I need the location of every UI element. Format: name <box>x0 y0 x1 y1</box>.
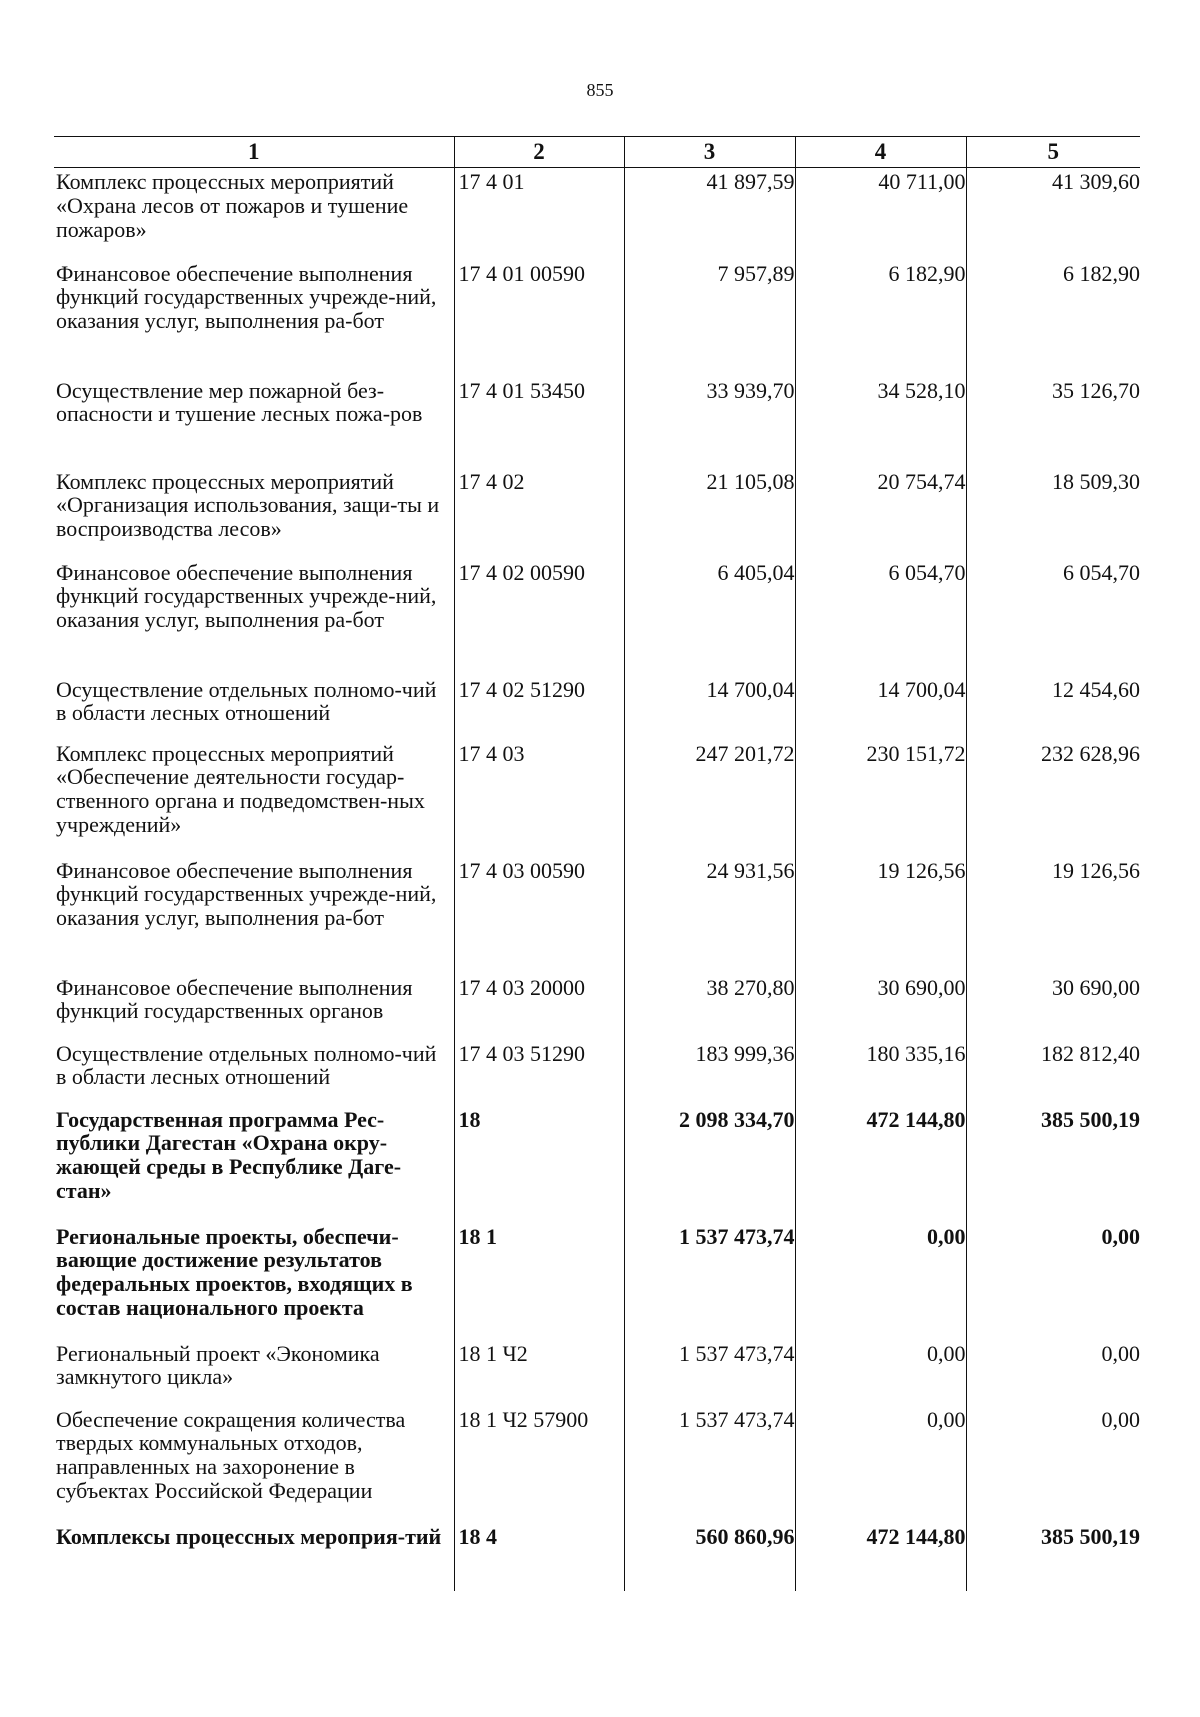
row-name-cell: Региональный проект «Экономика замкнутого цикла» <box>56 1340 380 1390</box>
table-row <box>54 1340 1140 1406</box>
row-value-col4: 30 690,00 <box>795 974 966 1040</box>
budget-table <box>54 136 1140 1591</box>
row-code-cell: 17 4 02 <box>454 468 624 559</box>
table-row <box>54 974 1140 1040</box>
row-code-cell: 17 4 03 51290 <box>454 1040 624 1106</box>
row-value-col4: 0,00 <box>795 1406 966 1523</box>
column-header-4: 4 <box>795 137 966 168</box>
column-header-1: 1 <box>54 137 454 168</box>
row-code-cell: 17 4 03 20000 <box>454 974 624 1040</box>
row-value-col5: 385 500,19 <box>966 1523 1140 1591</box>
column-header-3: 3 <box>624 137 795 168</box>
row-code-cell: 17 4 01 53450 <box>454 377 624 468</box>
row-value-col4: 472 144,80 <box>795 1523 966 1591</box>
row-code-cell: 17 4 02 51290 <box>454 676 624 740</box>
row-value-col5: 0,00 <box>966 1406 1140 1523</box>
row-name-cell: Комплекс процессных мероприятий «Организация использования, защи-ты и воспроизводства лесов» <box>56 468 440 541</box>
row-code-cell: 17 4 03 <box>454 740 624 857</box>
table-row <box>54 168 1140 260</box>
row-value-col4: 0,00 <box>795 1223 966 1340</box>
row-code-cell: 18 <box>454 1106 624 1223</box>
table-header-row <box>54 137 1140 168</box>
row-value-col4: 472 144,80 <box>795 1106 966 1223</box>
row-name-cell: Финансовое обеспечение выполнения функций государственных учрежде-ний, оказания услуг, выполнения ра-бот <box>56 857 437 930</box>
table-row <box>54 1523 1140 1591</box>
row-name-cell: Финансовое обеспечение выполнения функций государственных учрежде-ний, оказания услуг, выполнения ра-бот <box>56 559 437 632</box>
row-value-col3: 33 939,70 <box>624 377 795 468</box>
row-value-col4: 19 126,56 <box>795 857 966 974</box>
row-name-cell: Государственная программа Рес-публики Дагестан «Охрана окру-жающей среды в Республике Даге-стан» <box>56 1106 402 1203</box>
column-header-2: 2 <box>454 137 624 168</box>
row-value-col4: 6 054,70 <box>795 559 966 676</box>
row-value-col4: 14 700,04 <box>795 676 966 740</box>
row-name-cell: Региональные проекты, обеспечи-вающие достижение результатов федеральных проектов, входящих в состав национального проекта <box>56 1223 413 1320</box>
row-name-cell: Комплексы процессных мероприя-тий <box>56 1523 442 1549</box>
row-value-col4: 34 528,10 <box>795 377 966 468</box>
table-row <box>54 1223 1140 1340</box>
row-name-cell: Обеспечение сокращения количества твердых коммунальных отходов, направленных на захоронение в субъектах Российской Федерации <box>56 1406 406 1503</box>
row-value-col3: 6 405,04 <box>624 559 795 676</box>
row-name-cell: Финансовое обеспечение выполнения функций государственных органов <box>56 974 413 1024</box>
row-value-col4: 180 335,16 <box>795 1040 966 1106</box>
row-value-col5: 30 690,00 <box>966 974 1140 1040</box>
row-value-col3: 21 105,08 <box>624 468 795 559</box>
table-row <box>54 559 1140 676</box>
row-value-col5: 6 054,70 <box>966 559 1140 676</box>
row-code-cell: 17 4 01 <box>454 168 624 260</box>
row-value-col4: 0,00 <box>795 1340 966 1406</box>
row-name-cell: Комплекс процессных мероприятий «Охрана лесов от пожаров и тушение пожаров» <box>56 169 409 242</box>
row-value-col4: 20 754,74 <box>795 468 966 559</box>
row-value-col3: 1 537 473,74 <box>624 1406 795 1523</box>
row-code-cell: 18 1 <box>454 1223 624 1340</box>
row-name-cell: Осуществление мер пожарной без-опасности и тушение лесных пожа-ров <box>56 377 423 427</box>
row-value-col5: 19 126,56 <box>966 857 1140 974</box>
row-value-col3: 38 270,80 <box>624 974 795 1040</box>
row-value-col3: 7 957,89 <box>624 260 795 377</box>
row-value-col3: 14 700,04 <box>624 676 795 740</box>
row-value-col4: 6 182,90 <box>795 260 966 377</box>
row-value-col3: 247 201,72 <box>624 740 795 857</box>
row-value-col5: 232 628,96 <box>966 740 1140 857</box>
row-value-col5: 18 509,30 <box>966 468 1140 559</box>
row-name-cell: Комплекс процессных мероприятий «Обеспечение деятельности государ-ственного органа и подведомствен-ных учреждений» <box>56 740 425 837</box>
row-value-col5: 12 454,60 <box>966 676 1140 740</box>
row-value-col5: 6 182,90 <box>966 260 1140 377</box>
row-value-col3: 2 098 334,70 <box>624 1106 795 1223</box>
table-row <box>54 1040 1140 1106</box>
row-value-col5: 0,00 <box>966 1223 1140 1340</box>
table-row <box>54 468 1140 559</box>
row-code-cell: 18 1 Ч2 57900 <box>454 1406 624 1523</box>
row-code-cell: 17 4 03 00590 <box>454 857 624 974</box>
row-name-cell: Осуществление отдельных полномо-чий в области лесных отношений <box>56 676 437 726</box>
row-value-col3: 1 537 473,74 <box>624 1340 795 1406</box>
table-body <box>54 168 1140 1591</box>
table-row <box>54 1106 1140 1223</box>
table-row <box>54 377 1140 468</box>
row-code-cell: 18 1 Ч2 <box>454 1340 624 1406</box>
row-value-col5: 0,00 <box>966 1340 1140 1406</box>
table-row <box>54 1406 1140 1523</box>
row-code-cell: 17 4 01 00590 <box>454 260 624 377</box>
table-row <box>54 857 1140 974</box>
row-value-col3: 24 931,56 <box>624 857 795 974</box>
row-value-col5: 182 812,40 <box>966 1040 1140 1106</box>
row-value-col4: 230 151,72 <box>795 740 966 857</box>
table-row <box>54 260 1140 377</box>
row-value-col5: 385 500,19 <box>966 1106 1140 1223</box>
row-name-cell: Финансовое обеспечение выполнения функций государственных учрежде-ний, оказания услуг, выполнения ра-бот <box>56 260 437 333</box>
row-value-col3: 1 537 473,74 <box>624 1223 795 1340</box>
row-value-col5: 35 126,70 <box>966 377 1140 468</box>
row-value-col5: 41 309,60 <box>966 168 1140 260</box>
row-code-cell: 18 4 <box>454 1523 624 1591</box>
row-name-cell: Осуществление отдельных полномо-чий в области лесных отношений <box>56 1040 437 1090</box>
row-value-col3: 183 999,36 <box>624 1040 795 1106</box>
row-value-col3: 560 860,96 <box>624 1523 795 1591</box>
table-row <box>54 676 1140 740</box>
page-number: 855 <box>586 80 614 100</box>
table-row <box>54 740 1140 857</box>
row-value-col3: 41 897,59 <box>624 168 795 260</box>
row-code-cell: 17 4 02 00590 <box>454 559 624 676</box>
column-header-5: 5 <box>966 137 1140 168</box>
row-value-col4: 40 711,00 <box>795 168 966 260</box>
